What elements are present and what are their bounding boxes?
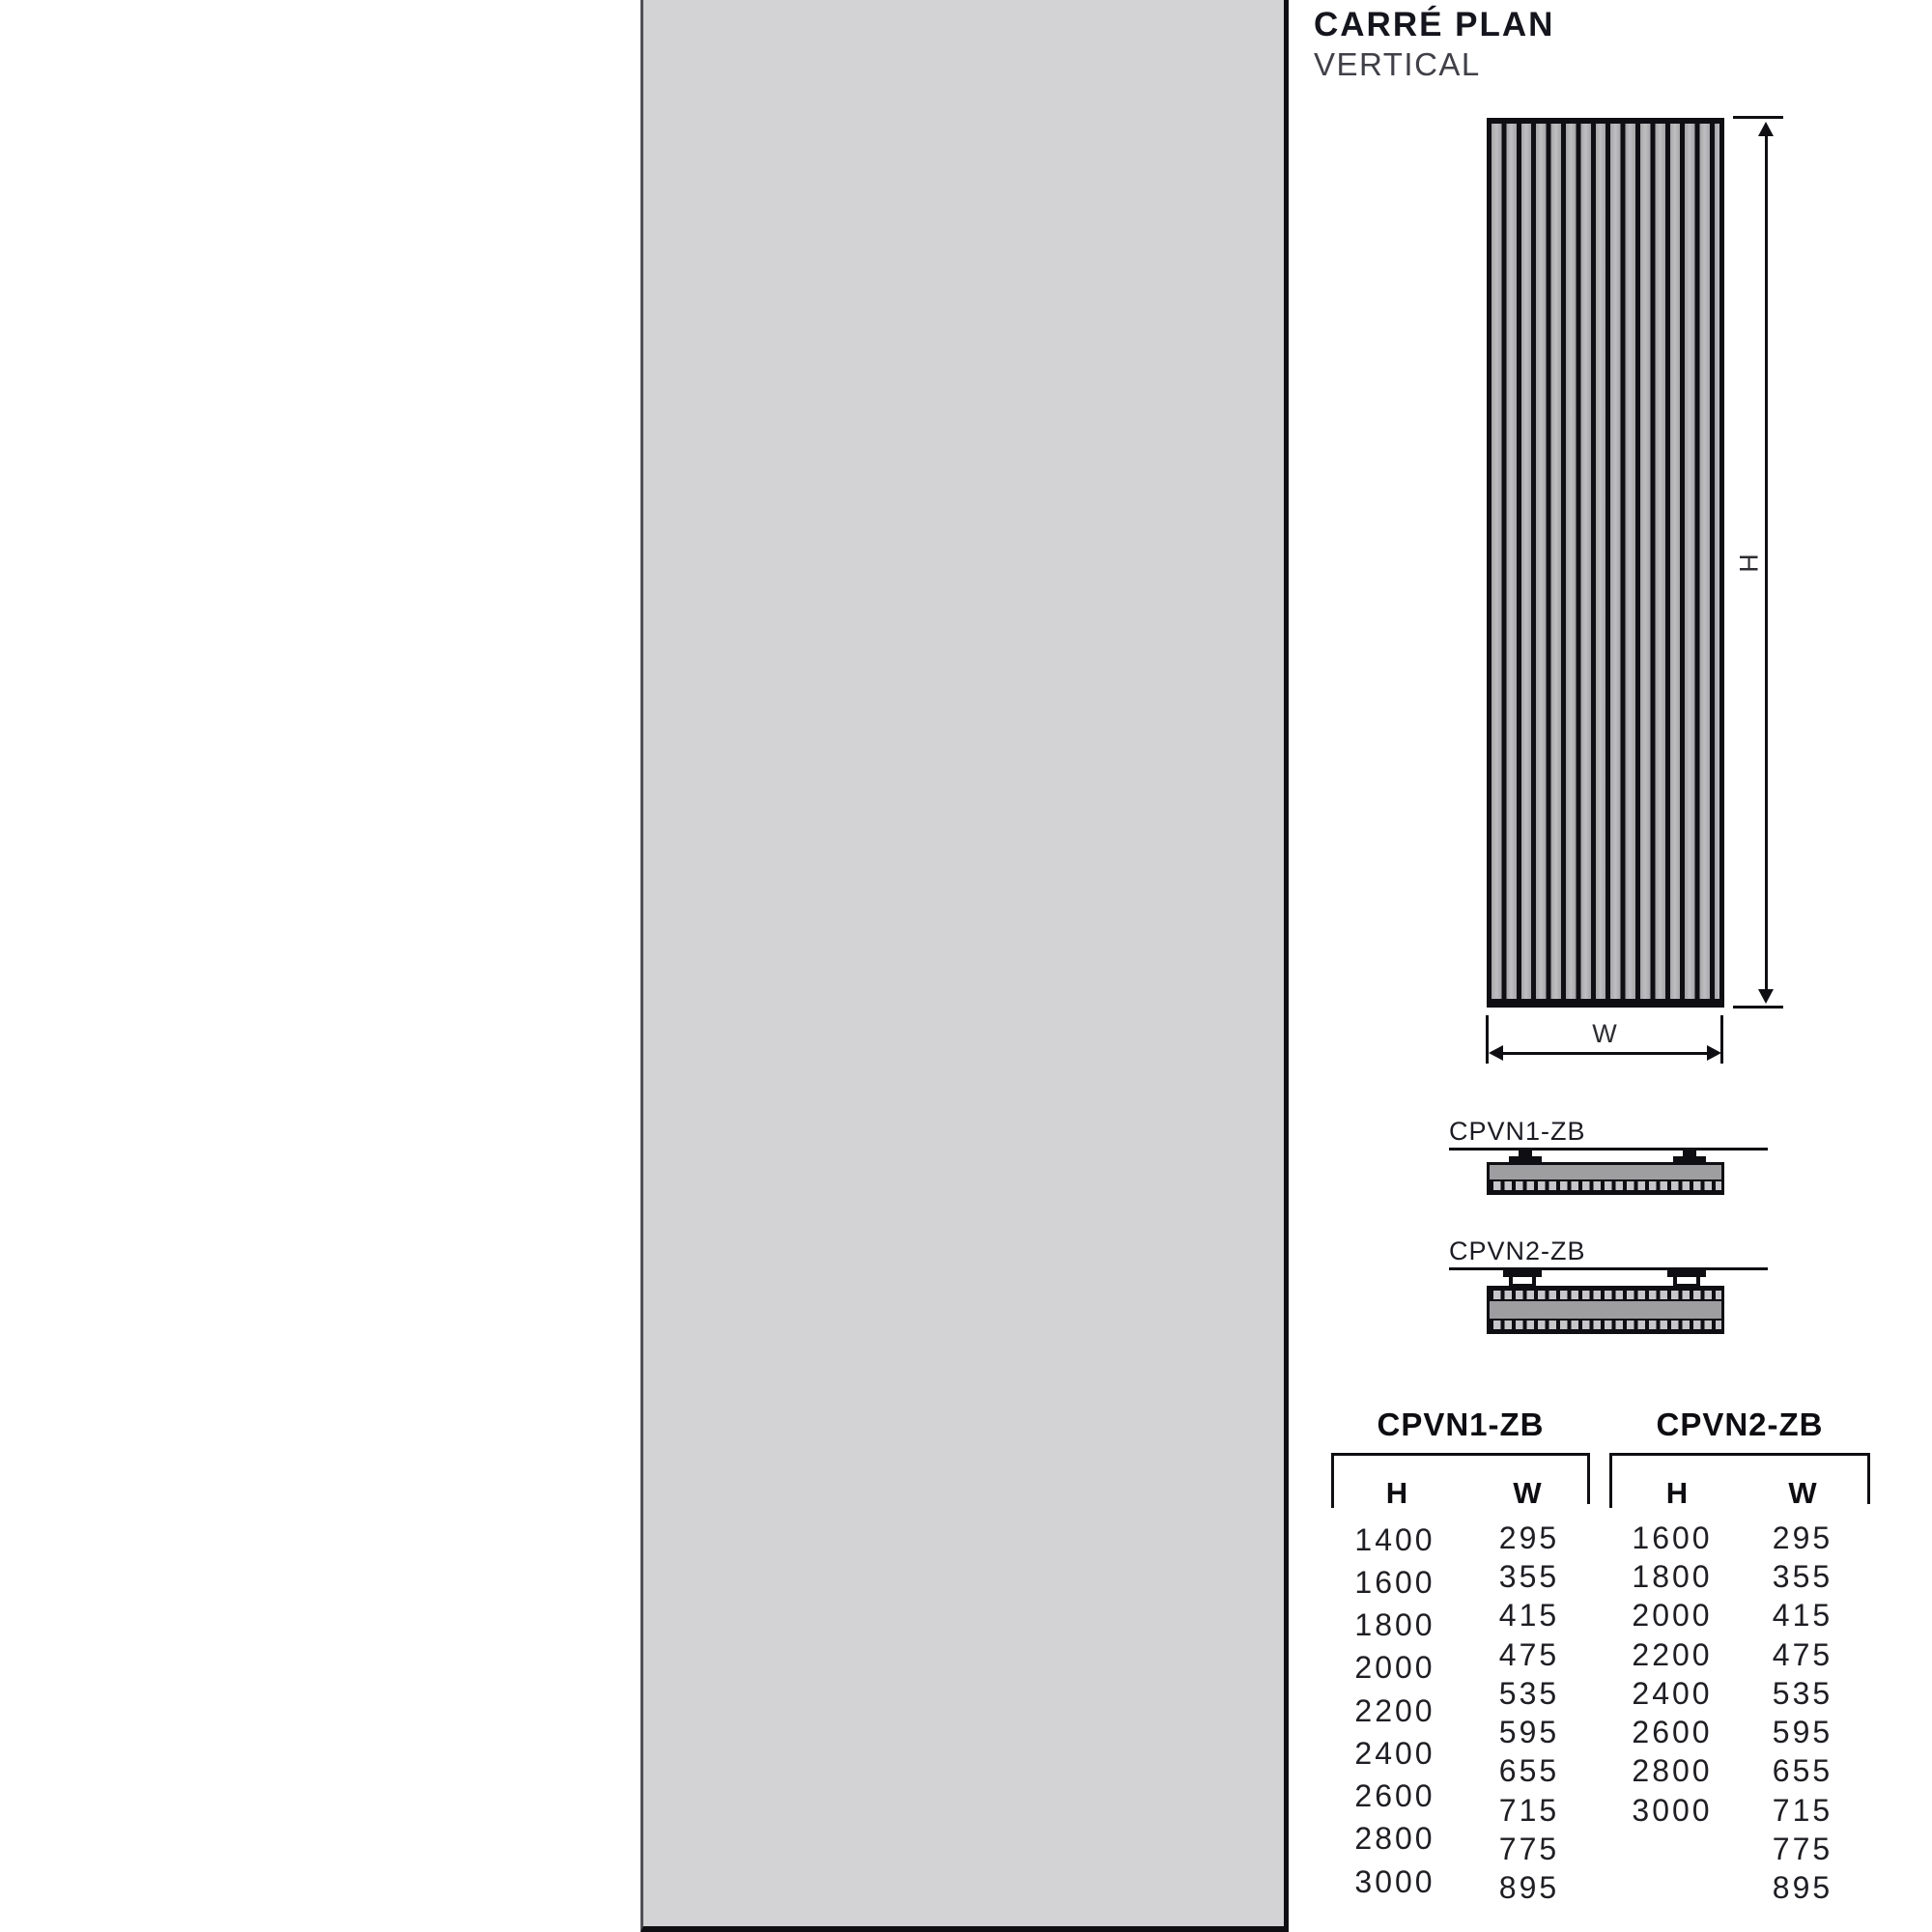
section-label-cpvn1: CPVN1-ZB — [1449, 1117, 1586, 1146]
cpvn2-table-bracket-left-tick — [1609, 1453, 1612, 1508]
bracket-bar — [1503, 1270, 1542, 1277]
table-cell: 655 — [1772, 1753, 1833, 1789]
cpvn1-col-header-w: W — [1513, 1476, 1542, 1510]
cpvn1-table-bracket-right-tick — [1587, 1453, 1590, 1504]
height-dimension-label: H — [1734, 554, 1764, 573]
cpvn2-section-view — [1487, 1286, 1724, 1334]
h-dim-arrow-down-icon — [1758, 989, 1774, 1004]
cpvn1-col-header-h: H — [1385, 1476, 1408, 1510]
cpvn2-mounting-bracket-left — [1503, 1270, 1542, 1287]
table-cell: 295 — [1772, 1520, 1833, 1555]
table-cell: 1400 — [1354, 1521, 1435, 1557]
cpvn2-table-bracket-right-tick — [1867, 1453, 1870, 1504]
cpvn1-tube-row — [1490, 1179, 1721, 1192]
h-dim-arrow-up-icon — [1758, 122, 1774, 136]
page-subtitle: VERTICAL — [1314, 46, 1481, 82]
table-cell: 895 — [1498, 1870, 1560, 1906]
table-cell: 595 — [1772, 1715, 1833, 1750]
table-cell: 2200 — [1354, 1692, 1435, 1728]
table-cell: 2800 — [1354, 1821, 1435, 1857]
table-cell: 775 — [1498, 1832, 1560, 1867]
table-cell: 535 — [1498, 1675, 1560, 1711]
table-cell: 715 — [1772, 1792, 1833, 1828]
cpvn1-table-bracket — [1331, 1453, 1590, 1456]
table-cell: 3000 — [1354, 1863, 1435, 1899]
table-cell: 2400 — [1632, 1675, 1713, 1711]
table-cell: 475 — [1498, 1636, 1560, 1672]
table-cell: 535 — [1772, 1675, 1833, 1711]
cpvn2-wall-line — [1449, 1267, 1768, 1270]
table-title-cpvn1: CPVN1-ZB — [1377, 1406, 1545, 1442]
table-cell: 355 — [1498, 1558, 1560, 1594]
table-cell: 2800 — [1632, 1753, 1713, 1789]
table-cell: 595 — [1498, 1715, 1560, 1750]
table-cell: 895 — [1772, 1870, 1833, 1906]
table-cell: 2400 — [1354, 1735, 1435, 1771]
table-cell: 2600 — [1354, 1778, 1435, 1814]
table-cell: 715 — [1498, 1792, 1560, 1828]
section-label-cpvn2: CPVN2-ZB — [1449, 1236, 1586, 1265]
cpvn2-col-header-h: H — [1665, 1476, 1689, 1510]
table-cell: 2000 — [1632, 1598, 1713, 1634]
cpvn1-mounting-bracket-left — [1509, 1151, 1542, 1162]
table-title-cpvn2: CPVN2-ZB — [1656, 1406, 1824, 1442]
cpvn1-table-bracket-left-tick — [1331, 1453, 1334, 1508]
cpvn2-h-column — [1605, 1519, 1740, 1830]
h-dim-bottom-tick — [1733, 1006, 1783, 1009]
table-cell: 1800 — [1354, 1607, 1435, 1643]
w-dim-arrow-left-icon — [1489, 1045, 1503, 1061]
table-cell: 775 — [1772, 1832, 1833, 1867]
bracket-bar — [1667, 1270, 1706, 1277]
table-cell: 2600 — [1632, 1715, 1713, 1750]
cpvn2-tube-row-top — [1490, 1289, 1721, 1301]
cpvn1-h-column — [1327, 1519, 1463, 1903]
cpvn1-panel-band — [1490, 1165, 1721, 1179]
cpvn2-w-column — [1735, 1519, 1870, 1908]
cpvn1-section-view — [1487, 1162, 1724, 1195]
table-cell: 1800 — [1632, 1558, 1713, 1594]
table-cell: 2200 — [1632, 1636, 1713, 1672]
table-cell: 475 — [1772, 1636, 1833, 1672]
catalog-panel — [640, 0, 1833, 1932]
cpvn2-table-bracket — [1609, 1453, 1870, 1456]
width-dimension-label: W — [1592, 1018, 1617, 1048]
table-cell: 655 — [1498, 1753, 1560, 1789]
cpvn1-mounting-bracket-right — [1673, 1151, 1706, 1162]
table-cell: 3000 — [1632, 1792, 1713, 1828]
table-cell: 1600 — [1632, 1520, 1713, 1555]
cpvn2-tube-row-bottom — [1490, 1319, 1721, 1331]
h-dim-top-tick — [1733, 116, 1783, 119]
cpvn2-panel-band — [1490, 1301, 1721, 1319]
table-cell: 415 — [1772, 1598, 1833, 1634]
cpvn2-mounting-bracket-right — [1667, 1270, 1706, 1287]
cpvn1-w-column — [1462, 1519, 1597, 1908]
table-cell: 355 — [1772, 1558, 1833, 1594]
h-dim-line — [1765, 128, 1768, 998]
table-cell: 2000 — [1354, 1650, 1435, 1686]
w-dim-line — [1492, 1052, 1718, 1055]
table-cell: 1600 — [1354, 1564, 1435, 1600]
w-dim-arrow-right-icon — [1707, 1045, 1721, 1061]
radiator-front-view — [1487, 118, 1724, 1008]
table-cell: 295 — [1498, 1520, 1560, 1555]
table-cell: 415 — [1498, 1598, 1560, 1634]
page-title: CARRÉ PLAN — [1314, 6, 1555, 43]
cpvn2-col-header-w: W — [1788, 1476, 1817, 1510]
cpvn1-wall-line — [1449, 1148, 1768, 1151]
